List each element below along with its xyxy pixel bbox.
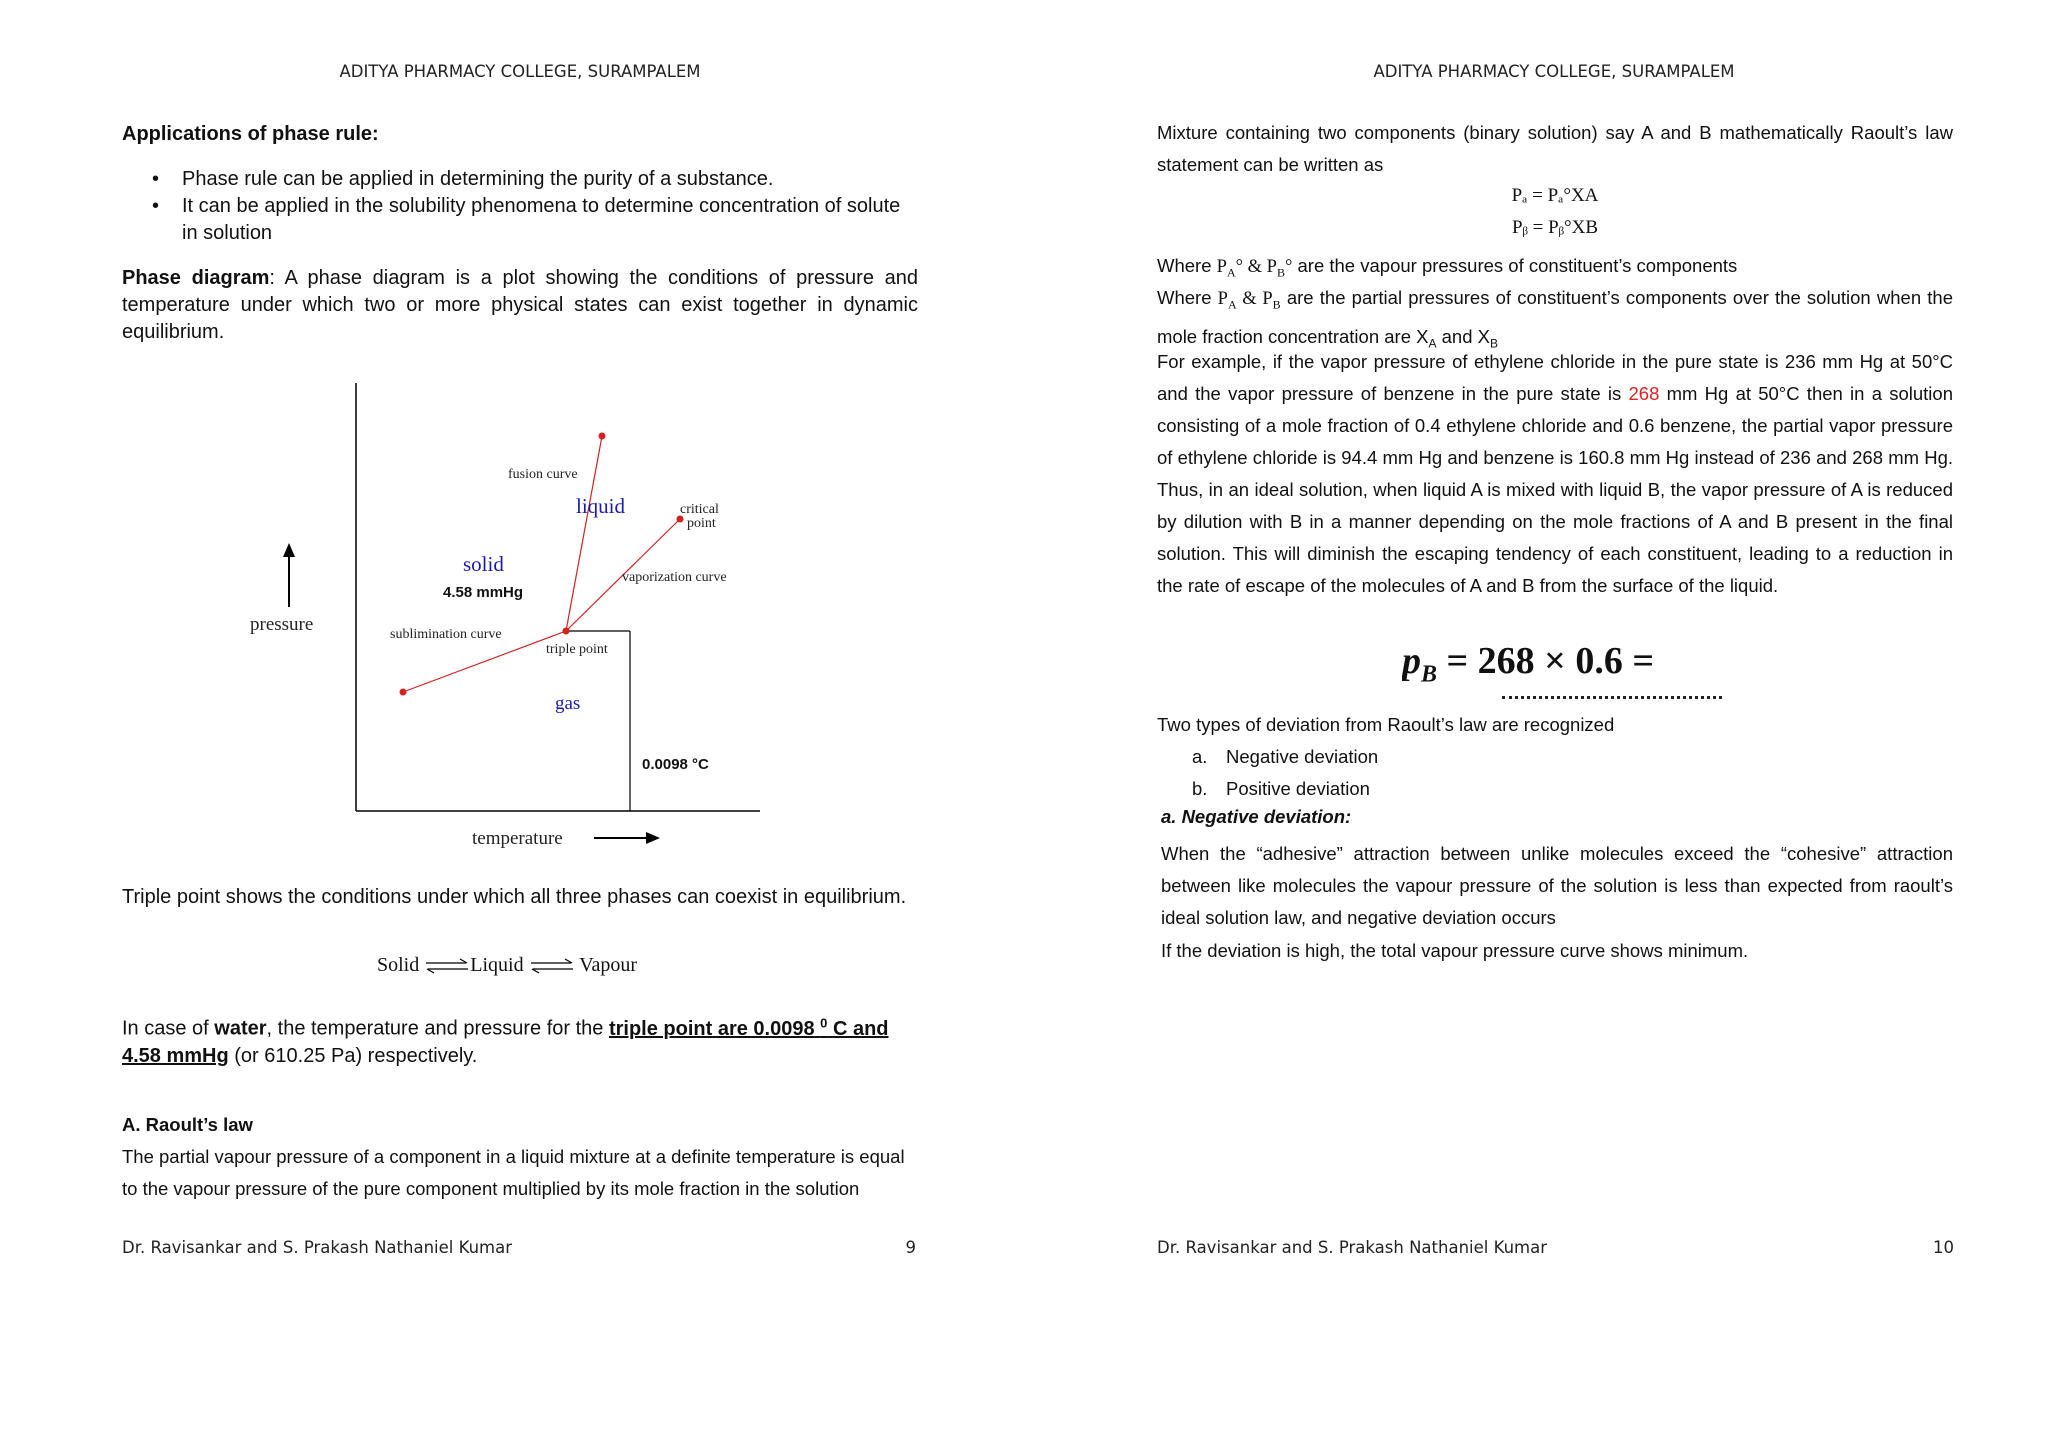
temperature-arrow-head — [646, 832, 660, 844]
phase-diagram-text: : A phase diagram is a plot showing the conditions of pressure and temperature under which two or more physical states can exist together in dynamic equilibrium. — [122, 267, 918, 343]
list-marker: a. — [1192, 746, 1208, 767]
water-text: In case of — [122, 1017, 215, 1040]
clipped-equation-cutoff — [1502, 696, 1722, 704]
equilibrium-liquid: Liquid — [470, 954, 524, 976]
triple-point-paragraph: Triple point shows the conditions under which all three phases can coexist in equilibrium. — [122, 886, 907, 908]
page-header: ADITYA PHARMACY COLLEGE, SURAMPALEM — [1373, 62, 1735, 81]
triple-point-dot — [563, 628, 570, 635]
triple-temperature-label: 0.0098 °C — [642, 756, 709, 773]
triple-point-label: triple point — [546, 642, 608, 657]
right-page — [1024, 0, 2048, 1448]
water-text: , the temperature and pressure for the — [266, 1017, 609, 1040]
where-vapour-pressures: Where $P_A^\circ$ & $P_B^\circ$ are the vapour pressures of constituent’s components — [1157, 255, 1738, 280]
example-text: mm Hg at 50°C then in a solution consisting of a mole fraction of 0.4 ethylene chloride and 0.6 benzene, the partial vapor pressure of ethylene chloride is 94.4 mm Hg and benzene is 160.8 mm Hg instead of 236 and 268 mm Hg. Thus, in an ideal solution, when liquid A is mixed with liquid B, the vapor pressure of A is reduced by dilution with B in a manner depending on the mole fractions of A and B present in the final solution. This will diminish the escaping tendency of each constituent, leading to a reduction in the rate of escape of the molecules of A and B from the surface of the liquid. — [1157, 383, 1953, 596]
where-text: are the vapour pressures of constituent’s components — [1297, 255, 1738, 276]
raoult-heading: A. Raoult’s law — [122, 1114, 253, 1135]
negative-deviation-heading: a. Negative deviation: — [1161, 806, 1352, 827]
applications-heading: Applications of phase rule: — [122, 123, 379, 145]
negative-deviation-text-2: If the deviation is high, the total vapour pressure curve shows minimum. — [1161, 940, 1749, 961]
page-number: 9 — [905, 1238, 916, 1257]
list-label: Negative deviation — [1226, 746, 1379, 767]
where-text: are the partial pressures of constituent’s components over the solution when the mole fraction concentration are — [1157, 287, 1953, 347]
sublimation-end-point — [400, 689, 407, 696]
equation-pb: Pᵦ = Pᵦ°XB — [1511, 217, 1599, 238]
liquid-label: liquid — [576, 494, 626, 518]
where-partial-pressures: Where $P_A$ & $P_B$ are the partial pressures of constituent’s components over the solution when the mole fraction concentration are $X_A$ and $X_B$ — [1157, 287, 1953, 351]
equilibrium-equation — [377, 954, 637, 977]
triple-point-value: triple point are 0.0098 — [608, 1017, 815, 1040]
solid-pressure-label: 4.58 mmHg — [443, 584, 524, 601]
triple-point-pressure: 4.58 mmHg — [122, 1044, 229, 1067]
point-label: point — [687, 516, 716, 531]
fusion-curve-label: fusion curve — [508, 467, 578, 482]
page-number: 10 — [1933, 1238, 1954, 1257]
clipped-equation-text: 268 × 0.6 = — [1477, 640, 1654, 682]
vaporization-curve-label: vaporization curve — [622, 570, 727, 585]
water-term: water — [214, 1017, 267, 1040]
equilibrium-vapour: Vapour — [579, 954, 637, 976]
deviation-intro: Two types of deviation from Raoult’s law are recognized — [1157, 714, 1615, 735]
deviation-list — [1192, 741, 1378, 805]
list-item — [1192, 741, 1378, 773]
pressure-label: pressure — [250, 614, 314, 635]
fusion-end-point — [599, 433, 606, 440]
highlighted-value: 268 — [1628, 383, 1660, 404]
list-label: Positive deviation — [1226, 778, 1370, 799]
list-item: • Phase rule can be applied in determining the purity of a substance. — [122, 166, 918, 193]
critical-label: critical — [680, 502, 719, 517]
phase-diagram — [240, 375, 780, 865]
clipped-equation-image: $p_B = 268 \times 0.6$ = — [1402, 634, 1742, 704]
raoult-definition: The partial vapour pressure of a component in a liquid mixture at a definite temperature is equal to the vapour pressure of the pure component multiplied by its mole fraction in the solution — [122, 1146, 905, 1199]
gas-label: gas — [555, 693, 581, 714]
footer-authors: Dr. Ravisankar and S. Prakash Nathaniel Kumar — [122, 1238, 513, 1257]
phase-diagram-term: Phase diagram — [122, 267, 270, 289]
raoult-intro: Mixture containing two components (binary solution) say A and B mathematically Raoult’s law statement can be written as — [1157, 122, 1953, 175]
list-item: • It can be applied in the solubility phenomena to determine concentration of solute in solution — [122, 193, 918, 247]
equation-pa: Pₐ = Pₐ°XA — [1511, 185, 1599, 206]
applications-list — [122, 166, 918, 247]
water-triple-point-paragraph — [122, 1009, 918, 1070]
water-text: (or 610.25 Pa) respectively. — [228, 1044, 478, 1067]
degree-superscript: 0 — [820, 1015, 828, 1030]
solid-label: solid — [463, 552, 504, 576]
pressure-arrow-head — [283, 543, 295, 557]
temperature-label: temperature — [472, 828, 563, 849]
triple-point-unit: C and — [832, 1017, 889, 1040]
equilibrium-solid: Solid — [377, 954, 420, 976]
page-header: ADITYA PHARMACY COLLEGE, SURAMPALEM — [339, 62, 701, 81]
list-item — [1192, 773, 1378, 805]
footer-authors: Dr. Ravisankar and S. Prakash Nathaniel Kumar — [1157, 1238, 1548, 1257]
negative-deviation-text: When the “adhesive” attraction between unlike molecules exceed the “cohesive” attraction between like molecules the vapour pressure of the solution is less than expected from raoult’s ideal solution law, and negative deviation occurs — [1161, 843, 1953, 928]
sublimation-curve-label: sublimination curve — [390, 627, 502, 642]
equilibrium-arrow-icon — [529, 958, 575, 974]
equilibrium-arrow-icon — [424, 958, 470, 974]
example-paragraph — [1157, 346, 1953, 602]
list-marker: b. — [1192, 778, 1208, 799]
example-text: For example, if the vapor pressure of ethylene chloride in the pure state is 236 mm Hg at 50°C and the vapor pressure of benzene in the pure state is — [1157, 351, 1953, 404]
phase-diagram-definition — [122, 265, 918, 346]
